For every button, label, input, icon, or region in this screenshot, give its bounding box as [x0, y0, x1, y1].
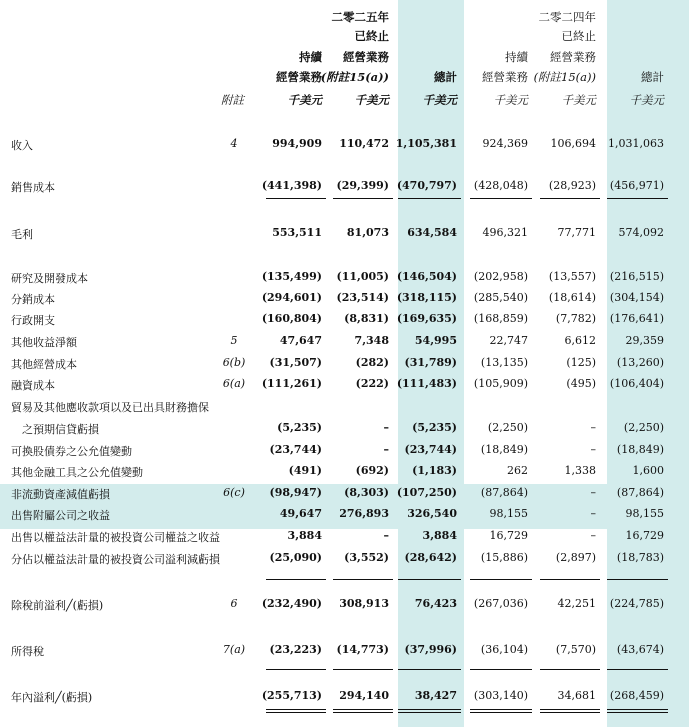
row-value: (37,996): [404, 643, 457, 656]
disc-2025-line3: (附註15(a)): [320, 70, 389, 84]
row-value: (23,223): [269, 643, 322, 656]
row-label: 分銷成本: [11, 293, 55, 306]
row-label: 研究及開發成本: [11, 272, 88, 285]
total-double-rule-top: [398, 709, 461, 710]
disc-2025-line2: 經營業務: [343, 50, 389, 64]
row-value: (2,250): [623, 421, 664, 434]
row-value: 1,105,381: [395, 137, 457, 150]
row-value: (2,897): [555, 551, 596, 564]
row-value: 1,031,063: [608, 137, 664, 150]
total-double-rule-top: [540, 709, 600, 710]
row-value: (107,250): [396, 486, 457, 499]
row-value: (98,947): [269, 486, 322, 499]
row-value: 98,155: [489, 507, 528, 520]
row-label: 行政開支: [11, 314, 55, 327]
row-value: (13,135): [480, 356, 528, 369]
subtotal-rule: [398, 198, 461, 199]
subtotal-rule: [607, 198, 668, 199]
row-label: 融資成本: [11, 379, 55, 392]
subtotal-rule: [470, 579, 532, 580]
row-label: 收入: [11, 139, 33, 152]
row-value: 16,729: [625, 529, 664, 542]
row-value: (18,849): [616, 443, 664, 456]
row-value: –: [590, 486, 596, 499]
subtotal-rule: [607, 669, 668, 670]
row-value: (28,923): [548, 179, 596, 192]
row-value: (15,886): [480, 551, 528, 564]
row-value: (160,804): [261, 312, 322, 325]
row-value: (11,005): [336, 270, 389, 283]
row-value: (176,641): [609, 312, 664, 325]
total-2024-label: 總計: [641, 70, 664, 84]
row-value: (23,514): [336, 291, 389, 304]
row-value: 308,913: [339, 597, 389, 610]
row-value: (303,140): [473, 689, 528, 702]
total-double-rule-bottom: [607, 712, 668, 713]
row-value: 81,073: [346, 226, 389, 239]
row-note: 4: [230, 137, 238, 150]
row-value: (1,183): [412, 464, 457, 477]
row-value: (31,789): [404, 356, 457, 369]
row-value: 326,540: [407, 507, 457, 520]
row-value: (5,235): [277, 421, 322, 434]
subtotal-rule: [470, 198, 532, 199]
row-value: 1,600: [632, 464, 664, 477]
row-value: 49,647: [279, 507, 322, 520]
row-label: 貿易及其他應收款項以及已出具財務擔保: [11, 401, 209, 414]
disc-2024-line3: (附註15(a)): [533, 70, 596, 84]
row-value: (268,459): [609, 689, 664, 702]
row-label: 除稅前溢利╱(虧損): [11, 599, 104, 612]
row-value: (23,744): [404, 443, 457, 456]
row-value: (14,773): [336, 643, 389, 656]
row-value: 1,338: [564, 464, 596, 477]
row-value: (29,399): [336, 179, 389, 192]
subtotal-rule: [398, 669, 461, 670]
row-value: (692): [355, 464, 389, 477]
subtotal-rule: [266, 579, 326, 580]
row-value: (456,971): [609, 179, 664, 192]
row-value: 276,893: [339, 507, 389, 520]
row-value: (105,909): [473, 377, 528, 390]
row-label: 出售以權益法計量的被投資公司權益之收益: [11, 531, 220, 544]
row-label: 其他收益淨額: [11, 336, 77, 349]
row-value: 47,647: [279, 334, 322, 347]
row-value: 262: [507, 464, 528, 477]
row-value: 634,584: [407, 226, 457, 239]
row-value: (18,783): [616, 551, 664, 564]
disc-2024-line2: 經營業務: [550, 50, 596, 64]
currency-2025-0: 千美元: [287, 93, 322, 107]
row-value: 110,472: [339, 137, 389, 150]
row-value: (495): [566, 377, 596, 390]
row-value: 7,348: [354, 334, 389, 347]
row-value: (202,958): [473, 270, 528, 283]
row-value: (428,048): [473, 179, 528, 192]
row-value: 574,092: [618, 226, 664, 239]
currency-2024-4: 千美元: [561, 93, 596, 107]
subtotal-rule: [540, 579, 600, 580]
row-value: (304,154): [609, 291, 664, 304]
row-value: (135,499): [261, 270, 322, 283]
row-value: –: [383, 421, 389, 434]
row-value: (255,713): [261, 689, 322, 702]
cont-2024-line1: 持續: [505, 50, 528, 64]
row-value: (294,601): [261, 291, 322, 304]
row-value: 6,612: [564, 334, 596, 347]
row-value: (470,797): [396, 179, 457, 192]
row-value: 924,369: [482, 137, 528, 150]
row-note: 6(c): [223, 486, 245, 499]
total-double-rule-top: [333, 709, 393, 710]
row-value: 994,909: [272, 137, 322, 150]
row-value: 16,729: [489, 529, 528, 542]
subtotal-rule: [607, 579, 668, 580]
row-value: (125): [566, 356, 596, 369]
subtotal-rule: [540, 669, 600, 670]
row-value: –: [590, 507, 596, 520]
row-label: 所得稅: [11, 645, 44, 658]
row-value: 106,694: [550, 137, 596, 150]
row-value: 42,251: [557, 597, 596, 610]
row-note: 6(b): [222, 356, 246, 369]
subtotal-rule: [333, 198, 393, 199]
row-value: (232,490): [261, 597, 322, 610]
row-label: 毛利: [11, 228, 33, 241]
disc-2024-line1: 已終止: [561, 29, 596, 43]
row-value: (267,036): [473, 597, 528, 610]
row-value: (8,831): [344, 312, 389, 325]
row-value: (13,260): [616, 356, 664, 369]
row-value: (491): [288, 464, 322, 477]
cont-2024-line2: 經營業務: [482, 70, 528, 84]
row-value: 98,155: [625, 507, 664, 520]
row-value: (168,859): [473, 312, 528, 325]
row-value: 3,884: [287, 529, 322, 542]
row-value: (18,849): [480, 443, 528, 456]
row-value: 3,884: [422, 529, 457, 542]
row-value: 553,511: [272, 226, 322, 239]
row-value: (87,864): [480, 486, 528, 499]
row-value: –: [590, 421, 596, 434]
total-double-rule-bottom: [470, 712, 532, 713]
row-label: 之預期信貸虧損: [22, 423, 99, 436]
row-value: (7,782): [555, 312, 596, 325]
row-value: (3,552): [344, 551, 389, 564]
cont-2025-line1: 持續: [299, 50, 322, 64]
row-value: (5,235): [412, 421, 457, 434]
row-value: 22,747: [489, 334, 528, 347]
row-value: 496,321: [482, 226, 528, 239]
row-value: 38,427: [414, 689, 457, 702]
total-double-rule-bottom: [266, 712, 326, 713]
total-double-rule-bottom: [333, 712, 393, 713]
row-value: 77,771: [557, 226, 596, 239]
subtotal-rule: [266, 669, 326, 670]
row-value: 294,140: [339, 689, 389, 702]
row-label: 非流動資產減值虧損: [11, 488, 110, 501]
currency-2025-1: 千美元: [354, 93, 389, 107]
subtotal-rule: [398, 579, 461, 580]
row-value: (216,515): [609, 270, 664, 283]
row-note: 7(a): [222, 643, 246, 656]
row-note: 5: [230, 334, 238, 347]
row-value: (318,115): [396, 291, 457, 304]
row-label: 年內溢利╱(虧損): [11, 691, 93, 704]
subtotal-rule: [266, 198, 326, 199]
row-value: –: [590, 529, 596, 542]
row-label: 其他經營成本: [11, 358, 77, 371]
row-value: –: [383, 443, 389, 456]
row-value: (2,250): [487, 421, 528, 434]
row-value: 34,681: [557, 689, 596, 702]
row-value: (18,614): [548, 291, 596, 304]
total-2025-label: 總計: [434, 70, 457, 84]
currency-2024-5: 千美元: [629, 93, 664, 107]
year-2025-label: 二零二五年: [331, 10, 389, 24]
row-note: 6: [230, 597, 238, 610]
row-value: (222): [355, 377, 389, 390]
row-label: 分佔以權益法計量的被投資公司溢利減虧損: [11, 553, 220, 566]
currency-2025-2: 千美元: [422, 93, 457, 107]
row-label: 銷售成本: [11, 181, 55, 194]
currency-2024-3: 千美元: [493, 93, 528, 107]
row-value: (224,785): [609, 597, 664, 610]
row-label: 可換股債券之公允值變動: [11, 445, 132, 458]
row-value: (23,744): [269, 443, 322, 456]
row-value: (111,261): [261, 377, 322, 390]
row-value: (169,635): [396, 312, 457, 325]
row-value: (13,557): [548, 270, 596, 283]
row-value: (441,398): [261, 179, 322, 192]
row-value: (282): [355, 356, 389, 369]
row-value: (111,483): [396, 377, 457, 390]
subtotal-rule: [540, 198, 600, 199]
row-value: (285,540): [473, 291, 528, 304]
subtotal-rule: [333, 579, 393, 580]
row-value: (25,090): [269, 551, 322, 564]
total-double-rule-bottom: [398, 712, 461, 713]
year-2024-label: 二零二四年: [538, 10, 596, 24]
row-value: (36,104): [480, 643, 528, 656]
row-value: (87,864): [616, 486, 664, 499]
row-value: (146,504): [396, 270, 457, 283]
subtotal-rule: [333, 669, 393, 670]
row-value: (8,303): [344, 486, 389, 499]
row-value: (43,674): [616, 643, 664, 656]
row-value: (31,507): [269, 356, 322, 369]
row-note: 6(a): [222, 377, 246, 390]
disc-2025-line1: 已終止: [354, 29, 389, 43]
row-value: (28,642): [404, 551, 457, 564]
note-header: 附註: [221, 93, 244, 107]
row-label: 其他金融工具之公允值變動: [11, 466, 143, 479]
total-double-rule-top: [470, 709, 532, 710]
row-value: (7,570): [555, 643, 596, 656]
cont-2025-line2: 經營業務: [276, 70, 322, 84]
row-value: 54,995: [414, 334, 457, 347]
row-value: –: [590, 443, 596, 456]
total-double-rule-top: [266, 709, 326, 710]
row-value: 29,359: [625, 334, 664, 347]
row-label: 出售附屬公司之收益: [11, 509, 110, 522]
row-value: 76,423: [414, 597, 457, 610]
total-double-rule-bottom: [540, 712, 600, 713]
total-double-rule-top: [607, 709, 668, 710]
row-value: (106,404): [609, 377, 664, 390]
subtotal-rule: [470, 669, 532, 670]
row-value: –: [383, 529, 389, 542]
